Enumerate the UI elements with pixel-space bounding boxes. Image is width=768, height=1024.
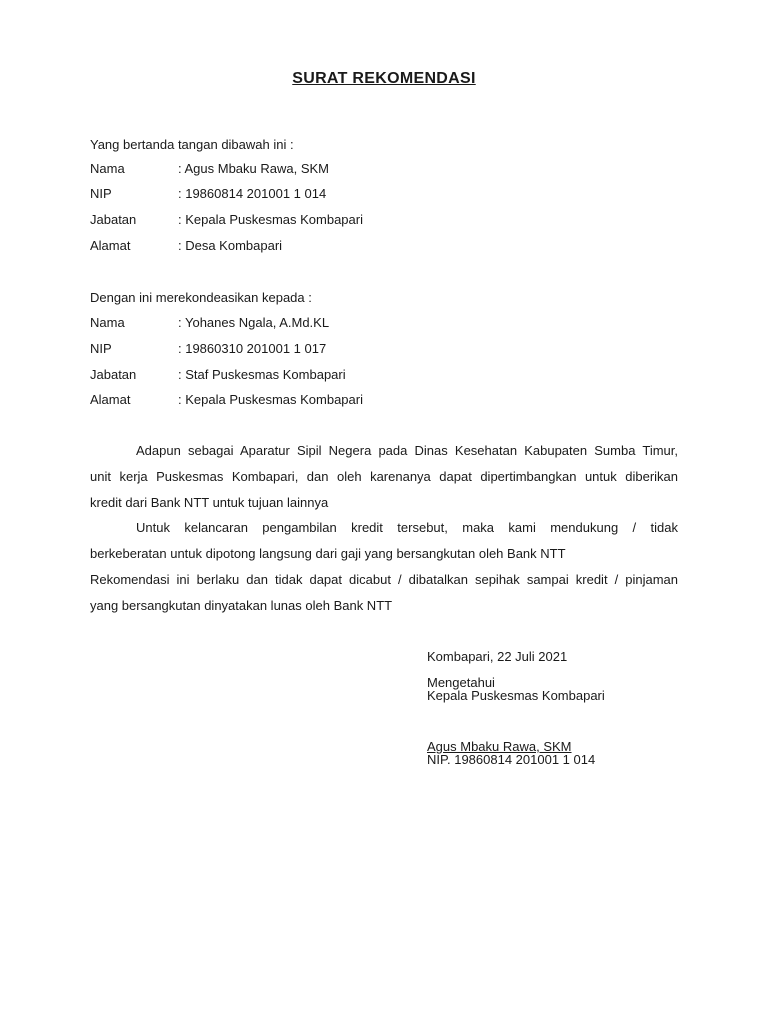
body-paragraph-1	[90, 438, 678, 516]
body-line: berkeberatan untuk dipotong langsung dari gaji yang bersangkutan oleh Bank NTT	[90, 546, 566, 561]
signature-position: Kepala Puskesmas Kombapari	[427, 688, 605, 703]
signature-name: Agus Mbaku Rawa, SKM	[427, 739, 572, 754]
field-label: Jabatan	[90, 367, 137, 382]
body-paragraph-3	[90, 567, 678, 619]
field-label: Nama	[90, 161, 125, 176]
signer-nip-row	[90, 186, 326, 201]
signature-place-date: Kombapari, 22 Juli 2021	[427, 649, 568, 664]
field-value: : Agus Mbaku Rawa, SKM	[178, 161, 330, 176]
body-line: kredit dari Bank NTT untuk tujuan lainnya	[90, 495, 329, 510]
field-label: Nama	[90, 315, 125, 330]
field-value: : Kepala Puskesmas Kombapari	[178, 212, 363, 227]
body-line: Untuk kelancaran pengambilan kredit tersebut, maka kami mendukung / tidak	[136, 520, 678, 535]
field-value: : 19860814 201001 1 014	[178, 186, 327, 201]
signer-address-row	[90, 238, 282, 253]
field-value: : Staf Puskesmas Kombapari	[178, 367, 346, 382]
recipient-nip-row	[90, 341, 326, 356]
field-label: Alamat	[90, 392, 131, 407]
field-label: NIP	[90, 186, 112, 201]
field-label: NIP	[90, 341, 112, 356]
recipient-name-row	[90, 315, 329, 330]
recipient-address-row	[90, 392, 363, 407]
signature-nip: NIP. 19860814 201001 1 014	[427, 752, 596, 767]
body-paragraph-2	[90, 515, 678, 567]
signer-name-row	[90, 161, 329, 176]
field-label: Jabatan	[90, 212, 137, 227]
field-value: : Desa Kombapari	[178, 238, 283, 253]
body-line: Adapun sebagai Aparatur Sipil Negera pada Dinas Kesehatan Kabupaten Sumba Timur,	[136, 443, 678, 458]
signature-acknowledge: Mengetahui	[427, 675, 495, 690]
letter-title: SURAT REKOMENDASI	[292, 70, 476, 87]
field-label: Alamat	[90, 238, 131, 253]
recommend-intro-text: Dengan ini merekondeasikan kepada :	[90, 290, 312, 305]
signer-position-row	[90, 212, 363, 227]
field-value: : 19860310 201001 1 017	[178, 341, 327, 356]
body-line: Rekomendasi ini berlaku dan tidak dapat dicabut / dibatalkan sepihak sampai kredit / pinjaman	[90, 572, 678, 587]
field-value: : Kepala Puskesmas Kombapari	[178, 392, 363, 407]
intro-text: Yang bertanda tangan dibawah ini :	[90, 137, 294, 152]
body-line: unit kerja Puskesmas Kombapari, dan oleh karenanya dapat dipertimbangkan untuk diberikan	[90, 469, 678, 484]
recipient-position-row	[90, 367, 346, 382]
body-line: yang bersangkutan dinyatakan lunas oleh Bank NTT	[90, 598, 393, 613]
field-value: : Yohanes Ngala, A.Md.KL	[178, 315, 330, 330]
